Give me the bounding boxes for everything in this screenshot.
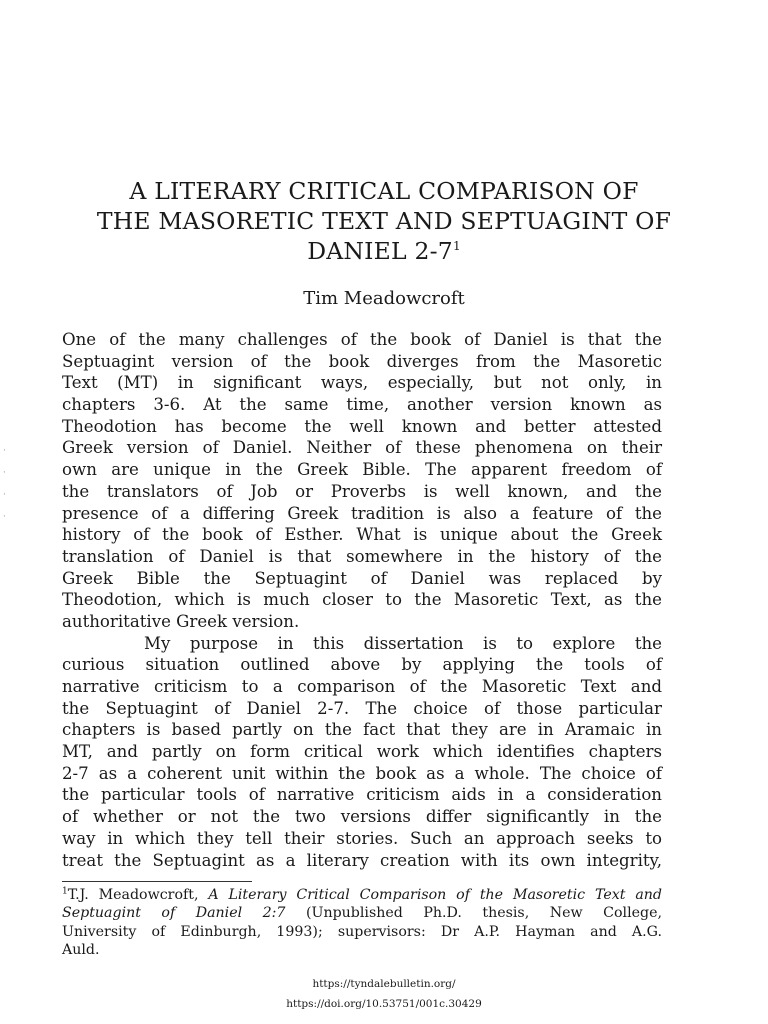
paragraph-line: MT, and partly on form critical work which identifies chapters [62,742,662,762]
paragraph-line: way in which they tell their stories. Such an approach seeks to [62,828,662,848]
paragraph-line: Greek Bible the Septuagint of Daniel was replaced by [62,568,662,588]
paragraph-line: Text (MT) in significant ways, especially, but not only, in [62,373,662,393]
paragraph-line: the translators of Job or Proverbs is well known, and the [62,481,662,501]
paragraph-line: chapters 3-6. At the same time, another version known as [62,395,662,415]
paragraph-line: presence of a differing Greek tradition is also a feature of the [62,503,662,523]
title-line-2: THE MASORETIC TEXT AND SEPTUAGINT OF [96,207,672,235]
doi-url-link[interactable]: https://doi.org/10.53751/001c.30429 [286,998,482,1010]
paragraph-line: history of the book of Esther. What is unique about the Greek [62,525,662,545]
paragraph-line: treat the Septuagint as a literary creation with its own integrity, [62,850,662,870]
site-url-link[interactable]: https://tyndalebulletin.org/ [312,978,456,990]
paragraph-line: My purpose in this dissertation is to explore the [144,633,662,653]
scan-margin-marks: · · · · [3,446,6,522]
paragraph-line: Theodotion has become the well known and better attested [62,416,662,436]
paragraph-line: Septuagint version of the book diverges from the Masoretic [62,351,662,371]
paragraph-line: authoritative Greek version. [62,611,300,631]
article-title [40,176,728,266]
footnote-publication: (Unpublished Ph.D. thesis, New College, [285,905,662,922]
footnote-author: T.J. Meadowcroft, [67,887,209,903]
title-line-3 [40,236,728,266]
paragraph-2 [62,633,662,872]
footnote-title-part-1: A Literary Critical Comparison of the Masoretic Text and [208,887,662,903]
paragraph-line: 2-7 as a coherent unit within the book as a whole. The choice of [62,763,662,783]
paragraph-line: Greek version of Daniel. Neither of these phenomena on their [62,438,662,458]
paragraph-line: Theodotion, which is much closer to the Masoretic Text, as the [62,590,662,610]
source-links [0,974,768,1014]
footnote-divider [62,881,252,882]
footnote-line-1 [62,886,662,904]
paragraph-line: One of the many challenges of the book of Daniel is that the [62,330,662,349]
title-line-1: A LITERARY CRITICAL COMPARISON OF [129,177,639,205]
footnote-line-4: Auld. [62,941,100,958]
paragraph-line: the particular tools of narrative criticism aids in a consideration [62,785,662,805]
paragraph-line: translation of Daniel is that somewhere in the history of the [62,546,662,566]
footnote-line-2 [62,904,662,922]
author-name: Tim Meadowcroft [303,288,465,309]
paragraph-line: narrative criticism to a comparison of the Masoretic Text and [62,677,662,696]
body-text [62,329,662,871]
paragraph-line: curious situation outlined above by applying the tools of [62,655,662,675]
footnote [62,886,662,959]
paragraph-line: of whether or not the two versions differ significantly in the [62,807,662,827]
paragraph-line: the Septuagint of Daniel 2-7. The choice of those particular [62,698,662,718]
footnote-title-part-2: Septuagint of Daniel 2:7 [62,905,286,922]
footnote-line-3: University of Edinburgh, 1993); supervisors: Dr A.P. Hayman and A.G. [62,923,662,940]
paragraph-line: own are unique in the Greek Bible. The apparent freedom of [62,460,662,480]
title-line-3-text: DANIEL 2-7 [307,237,453,265]
paragraph-line: chapters is based partly on the fact that they are in Aramaic in [62,720,662,740]
paragraph-1 [62,329,662,633]
title-footnote-marker[interactable]: 1 [452,239,461,254]
footnote-marker: 1 [62,886,68,897]
